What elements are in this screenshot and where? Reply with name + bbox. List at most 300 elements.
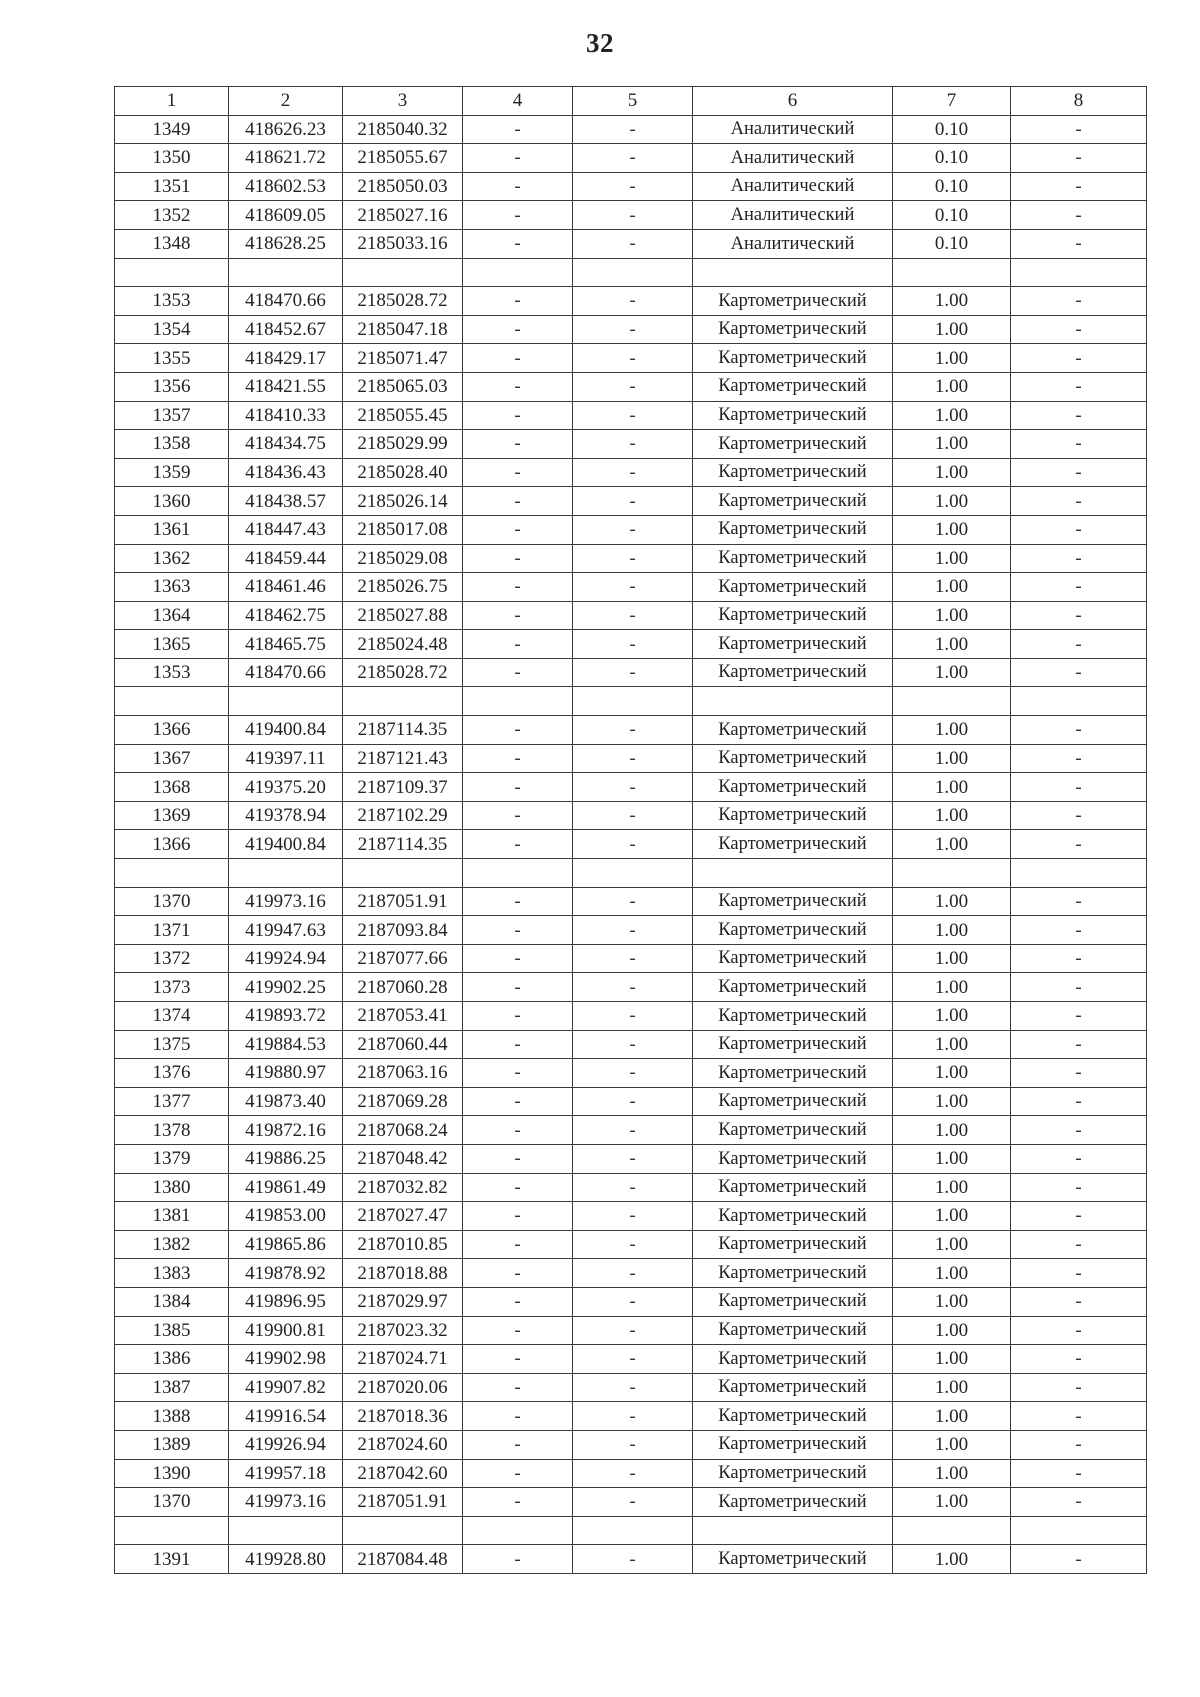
accuracy-cell: 0.10 (893, 229, 1011, 258)
table-row (115, 172, 1147, 201)
y-coordinate-cell: 2185055.45 (343, 401, 463, 430)
column-header: 3 (343, 87, 463, 116)
col4-cell: - (463, 287, 573, 316)
column-header: 2 (229, 87, 343, 116)
point-number-cell: 1363 (115, 573, 229, 602)
y-coordinate-cell: 2185028.40 (343, 458, 463, 487)
method-cell (693, 258, 893, 287)
accuracy-cell: 1.00 (893, 1059, 1011, 1088)
table-row (115, 1173, 1147, 1202)
method-cell: Картометрический (693, 287, 893, 316)
method-cell: Картометрический (693, 458, 893, 487)
col4-cell: - (463, 1488, 573, 1517)
point-number-cell: 1381 (115, 1202, 229, 1231)
y-coordinate-cell: 2187024.60 (343, 1430, 463, 1459)
point-number-cell: 1362 (115, 544, 229, 573)
col4-cell: - (463, 773, 573, 802)
point-number-cell: 1353 (115, 287, 229, 316)
method-cell: Картометрический (693, 744, 893, 773)
y-coordinate-cell: 2187069.28 (343, 1087, 463, 1116)
col8-cell: - (1011, 1002, 1147, 1031)
y-coordinate-cell: 2187051.91 (343, 1488, 463, 1517)
accuracy-cell: 1.00 (893, 1202, 1011, 1231)
x-coordinate-cell: 418410.33 (229, 401, 343, 430)
col5-cell: - (573, 487, 693, 516)
x-coordinate-cell: 419865.86 (229, 1230, 343, 1259)
col8-cell: - (1011, 630, 1147, 659)
col8-cell: - (1011, 1459, 1147, 1488)
point-number-cell: 1351 (115, 172, 229, 201)
col5-cell: - (573, 544, 693, 573)
table-row (115, 573, 1147, 602)
table-row (115, 344, 1147, 373)
table-row (115, 801, 1147, 830)
point-number-cell: 1376 (115, 1059, 229, 1088)
col8-cell: - (1011, 1173, 1147, 1202)
x-coordinate-cell: 418628.25 (229, 229, 343, 258)
col5-cell: - (573, 830, 693, 859)
y-coordinate-cell: 2185026.75 (343, 573, 463, 602)
accuracy-cell: 1.00 (893, 1287, 1011, 1316)
x-coordinate-cell: 419924.94 (229, 944, 343, 973)
col5-cell: - (573, 1173, 693, 1202)
col4-cell: - (463, 1430, 573, 1459)
col8-cell: - (1011, 144, 1147, 173)
x-coordinate-cell: 419375.20 (229, 773, 343, 802)
y-coordinate-cell: 2185050.03 (343, 172, 463, 201)
x-coordinate-cell: 418462.75 (229, 601, 343, 630)
accuracy-cell: 1.00 (893, 372, 1011, 401)
y-coordinate-cell: 2185055.67 (343, 144, 463, 173)
col5-cell: - (573, 916, 693, 945)
y-coordinate-cell: 2187032.82 (343, 1173, 463, 1202)
column-header: 6 (693, 87, 893, 116)
col5-cell: - (573, 1459, 693, 1488)
accuracy-cell: 1.00 (893, 1459, 1011, 1488)
y-coordinate-cell: 2185040.32 (343, 115, 463, 144)
point-number-cell: 1391 (115, 1545, 229, 1574)
method-cell: Картометрический (693, 487, 893, 516)
method-cell: Картометрический (693, 973, 893, 1002)
table-row (115, 601, 1147, 630)
x-coordinate-cell: 418452.67 (229, 315, 343, 344)
col8-cell: - (1011, 1488, 1147, 1517)
y-coordinate-cell: 2187053.41 (343, 1002, 463, 1031)
table-row (115, 229, 1147, 258)
accuracy-cell: 1.00 (893, 658, 1011, 687)
point-number-cell (115, 687, 229, 716)
y-coordinate-cell: 2185028.72 (343, 658, 463, 687)
y-coordinate-cell: 2187114.35 (343, 716, 463, 745)
col4-cell: - (463, 201, 573, 230)
x-coordinate-cell: 418465.75 (229, 630, 343, 659)
col8-cell: - (1011, 287, 1147, 316)
y-coordinate-cell: 2187084.48 (343, 1545, 463, 1574)
table-row (115, 1516, 1147, 1545)
y-coordinate-cell (343, 859, 463, 888)
col8-cell: - (1011, 1373, 1147, 1402)
y-coordinate-cell: 2187077.66 (343, 944, 463, 973)
point-number-cell: 1367 (115, 744, 229, 773)
col8-cell: - (1011, 744, 1147, 773)
y-coordinate-cell: 2187068.24 (343, 1116, 463, 1145)
method-cell: Картометрический (693, 1459, 893, 1488)
col8-cell: - (1011, 1230, 1147, 1259)
col5-cell: - (573, 601, 693, 630)
point-number-cell: 1374 (115, 1002, 229, 1031)
x-coordinate-cell: 419893.72 (229, 1002, 343, 1031)
x-coordinate-cell: 418429.17 (229, 344, 343, 373)
y-coordinate-cell: 2185033.16 (343, 229, 463, 258)
y-coordinate-cell: 2185029.99 (343, 430, 463, 459)
col5-cell (573, 258, 693, 287)
accuracy-cell: 1.00 (893, 573, 1011, 602)
accuracy-cell: 1.00 (893, 1173, 1011, 1202)
method-cell: Картометрический (693, 1059, 893, 1088)
col4-cell: - (463, 973, 573, 1002)
x-coordinate-cell: 418461.46 (229, 573, 343, 602)
x-coordinate-cell (229, 687, 343, 716)
col5-cell: - (573, 801, 693, 830)
x-coordinate-cell: 418421.55 (229, 372, 343, 401)
point-number-cell (115, 258, 229, 287)
col5-cell: - (573, 287, 693, 316)
y-coordinate-cell: 2187027.47 (343, 1202, 463, 1231)
col8-cell: - (1011, 1144, 1147, 1173)
point-number-cell: 1390 (115, 1459, 229, 1488)
col8-cell: - (1011, 430, 1147, 459)
table-row (115, 1545, 1147, 1574)
x-coordinate-cell: 418470.66 (229, 287, 343, 316)
method-cell (693, 1516, 893, 1545)
col4-cell: - (463, 744, 573, 773)
y-coordinate-cell: 2187018.36 (343, 1402, 463, 1431)
column-header: 7 (893, 87, 1011, 116)
point-number-cell: 1385 (115, 1316, 229, 1345)
table-row (115, 630, 1147, 659)
y-coordinate-cell: 2187023.32 (343, 1316, 463, 1345)
x-coordinate-cell: 418626.23 (229, 115, 343, 144)
point-number-cell: 1357 (115, 401, 229, 430)
table-row (115, 1373, 1147, 1402)
y-coordinate-cell: 2185024.48 (343, 630, 463, 659)
col4-cell (463, 859, 573, 888)
accuracy-cell: 1.00 (893, 1259, 1011, 1288)
col4-cell: - (463, 315, 573, 344)
accuracy-cell: 1.00 (893, 458, 1011, 487)
col4-cell: - (463, 1002, 573, 1031)
y-coordinate-cell: 2187010.85 (343, 1230, 463, 1259)
col4-cell: - (463, 573, 573, 602)
y-coordinate-cell: 2185047.18 (343, 315, 463, 344)
method-cell: Картометрический (693, 372, 893, 401)
point-number-cell: 1382 (115, 1230, 229, 1259)
table-row (115, 1459, 1147, 1488)
method-cell: Картометрический (693, 430, 893, 459)
column-header: 8 (1011, 87, 1147, 116)
col5-cell: - (573, 944, 693, 973)
accuracy-cell: 1.00 (893, 744, 1011, 773)
col5-cell: - (573, 1488, 693, 1517)
y-coordinate-cell: 2185065.03 (343, 372, 463, 401)
method-cell: Аналитический (693, 229, 893, 258)
point-number-cell: 1365 (115, 630, 229, 659)
col8-cell (1011, 258, 1147, 287)
col5-cell: - (573, 716, 693, 745)
table-row (115, 1345, 1147, 1374)
accuracy-cell: 1.00 (893, 601, 1011, 630)
x-coordinate-cell: 419902.98 (229, 1345, 343, 1374)
col4-cell: - (463, 916, 573, 945)
method-cell: Картометрический (693, 1287, 893, 1316)
col8-cell (1011, 859, 1147, 888)
y-coordinate-cell: 2187109.37 (343, 773, 463, 802)
col8-cell: - (1011, 172, 1147, 201)
col5-cell: - (573, 1230, 693, 1259)
point-number-cell: 1375 (115, 1030, 229, 1059)
method-cell: Картометрический (693, 1002, 893, 1031)
accuracy-cell: 1.00 (893, 916, 1011, 945)
col8-cell: - (1011, 401, 1147, 430)
x-coordinate-cell: 419896.95 (229, 1287, 343, 1316)
accuracy-cell (893, 1516, 1011, 1545)
col4-cell: - (463, 1230, 573, 1259)
col8-cell: - (1011, 344, 1147, 373)
table-row (115, 258, 1147, 287)
col8-cell: - (1011, 1287, 1147, 1316)
point-number-cell: 1389 (115, 1430, 229, 1459)
col4-cell: - (463, 458, 573, 487)
col5-cell: - (573, 315, 693, 344)
method-cell: Картометрический (693, 1087, 893, 1116)
method-cell: Картометрический (693, 1259, 893, 1288)
y-coordinate-cell (343, 687, 463, 716)
accuracy-cell: 1.00 (893, 1002, 1011, 1031)
accuracy-cell: 1.00 (893, 887, 1011, 916)
method-cell: Картометрический (693, 544, 893, 573)
y-coordinate-cell: 2187093.84 (343, 916, 463, 945)
col5-cell: - (573, 1287, 693, 1316)
table-row (115, 458, 1147, 487)
table-row (115, 1087, 1147, 1116)
point-number-cell: 1379 (115, 1144, 229, 1173)
y-coordinate-cell: 2187048.42 (343, 1144, 463, 1173)
accuracy-cell: 1.00 (893, 1402, 1011, 1431)
table-row (115, 1488, 1147, 1517)
col8-cell: - (1011, 315, 1147, 344)
col5-cell: - (573, 515, 693, 544)
table-row (115, 287, 1147, 316)
column-header: 1 (115, 87, 229, 116)
x-coordinate-cell: 419861.49 (229, 1173, 343, 1202)
x-coordinate-cell: 419884.53 (229, 1030, 343, 1059)
column-header: 4 (463, 87, 573, 116)
y-coordinate-cell: 2185027.16 (343, 201, 463, 230)
point-number-cell: 1372 (115, 944, 229, 973)
table-row (115, 401, 1147, 430)
table-row (115, 487, 1147, 516)
y-coordinate-cell: 2185017.08 (343, 515, 463, 544)
point-number-cell: 1366 (115, 830, 229, 859)
table-row (115, 372, 1147, 401)
point-number-cell: 1378 (115, 1116, 229, 1145)
table-row (115, 315, 1147, 344)
col4-cell: - (463, 401, 573, 430)
col5-cell: - (573, 1144, 693, 1173)
y-coordinate-cell: 2187102.29 (343, 801, 463, 830)
col5-cell: - (573, 115, 693, 144)
method-cell: Картометрический (693, 1430, 893, 1459)
col5-cell: - (573, 1259, 693, 1288)
point-number-cell: 1359 (115, 458, 229, 487)
point-number-cell: 1358 (115, 430, 229, 459)
accuracy-cell: 1.00 (893, 487, 1011, 516)
col8-cell: - (1011, 658, 1147, 687)
table-row (115, 859, 1147, 888)
accuracy-cell: 1.00 (893, 344, 1011, 373)
method-cell: Картометрический (693, 1345, 893, 1374)
accuracy-cell (893, 258, 1011, 287)
method-cell: Картометрический (693, 1545, 893, 1574)
col4-cell: - (463, 1373, 573, 1402)
page-number: 32 (586, 28, 614, 58)
col4-cell: - (463, 1144, 573, 1173)
point-number-cell: 1384 (115, 1287, 229, 1316)
method-cell: Картометрический (693, 401, 893, 430)
y-coordinate-cell (343, 258, 463, 287)
table-row (115, 887, 1147, 916)
col8-cell: - (1011, 1402, 1147, 1431)
table-row (115, 1030, 1147, 1059)
col8-cell: - (1011, 573, 1147, 602)
col4-cell: - (463, 172, 573, 201)
col5-cell: - (573, 201, 693, 230)
point-number-cell (115, 1516, 229, 1545)
accuracy-cell: 0.10 (893, 172, 1011, 201)
col5-cell (573, 1516, 693, 1545)
x-coordinate-cell: 419947.63 (229, 916, 343, 945)
method-cell: Картометрический (693, 344, 893, 373)
method-cell: Картометрический (693, 573, 893, 602)
method-cell: Картометрический (693, 1173, 893, 1202)
col5-cell: - (573, 372, 693, 401)
y-coordinate-cell: 2187051.91 (343, 887, 463, 916)
col8-cell: - (1011, 229, 1147, 258)
accuracy-cell: 1.00 (893, 1316, 1011, 1345)
accuracy-cell: 1.00 (893, 430, 1011, 459)
table-row (115, 515, 1147, 544)
method-cell: Картометрический (693, 716, 893, 745)
accuracy-cell: 1.00 (893, 1488, 1011, 1517)
col8-cell: - (1011, 1087, 1147, 1116)
point-number-cell: 1370 (115, 887, 229, 916)
x-coordinate-cell: 419907.82 (229, 1373, 343, 1402)
y-coordinate-cell: 2185027.88 (343, 601, 463, 630)
method-cell: Картометрический (693, 515, 893, 544)
table-row (115, 544, 1147, 573)
y-coordinate-cell: 2187114.35 (343, 830, 463, 859)
y-coordinate-cell: 2185026.14 (343, 487, 463, 516)
table-row (115, 144, 1147, 173)
y-coordinate-cell: 2187063.16 (343, 1059, 463, 1088)
method-cell: Картометрический (693, 1488, 893, 1517)
x-coordinate-cell: 419926.94 (229, 1430, 343, 1459)
method-cell: Картометрический (693, 1402, 893, 1431)
method-cell: Картометрический (693, 1202, 893, 1231)
point-number-cell: 1348 (115, 229, 229, 258)
col8-cell: - (1011, 1030, 1147, 1059)
col4-cell: - (463, 716, 573, 745)
method-cell: Аналитический (693, 144, 893, 173)
method-cell: Картометрический (693, 1373, 893, 1402)
col8-cell: - (1011, 458, 1147, 487)
accuracy-cell: 1.00 (893, 1430, 1011, 1459)
accuracy-cell: 1.00 (893, 973, 1011, 1002)
col5-cell: - (573, 229, 693, 258)
y-coordinate-cell: 2187018.88 (343, 1259, 463, 1288)
method-cell: Картометрический (693, 1144, 893, 1173)
accuracy-cell: 1.00 (893, 801, 1011, 830)
accuracy-cell: 1.00 (893, 544, 1011, 573)
col5-cell: - (573, 1002, 693, 1031)
col4-cell: - (463, 630, 573, 659)
col4-cell: - (463, 658, 573, 687)
x-coordinate-cell: 418470.66 (229, 658, 343, 687)
y-coordinate-cell: 2187060.44 (343, 1030, 463, 1059)
x-coordinate-cell: 419886.25 (229, 1144, 343, 1173)
accuracy-cell: 1.00 (893, 630, 1011, 659)
method-cell: Картометрический (693, 916, 893, 945)
table-row (115, 658, 1147, 687)
coordinates-table (114, 86, 1147, 1574)
col4-cell: - (463, 115, 573, 144)
point-number-cell: 1349 (115, 115, 229, 144)
col4-cell: - (463, 1345, 573, 1374)
point-number-cell: 1377 (115, 1087, 229, 1116)
x-coordinate-cell (229, 859, 343, 888)
accuracy-cell: 1.00 (893, 1345, 1011, 1374)
table-body (115, 115, 1147, 1573)
col5-cell: - (573, 1116, 693, 1145)
col5-cell: - (573, 1202, 693, 1231)
x-coordinate-cell: 419973.16 (229, 1488, 343, 1517)
col4-cell: - (463, 1202, 573, 1231)
accuracy-cell: 0.10 (893, 201, 1011, 230)
col8-cell: - (1011, 1116, 1147, 1145)
accuracy-cell: 1.00 (893, 1087, 1011, 1116)
point-number-cell: 1366 (115, 716, 229, 745)
method-cell: Картометрический (693, 944, 893, 973)
point-number-cell: 1368 (115, 773, 229, 802)
x-coordinate-cell: 418609.05 (229, 201, 343, 230)
method-cell (693, 687, 893, 716)
col4-cell (463, 1516, 573, 1545)
col8-cell: - (1011, 201, 1147, 230)
x-coordinate-cell: 419957.18 (229, 1459, 343, 1488)
col4-cell (463, 258, 573, 287)
col8-cell: - (1011, 973, 1147, 1002)
col5-cell: - (573, 1030, 693, 1059)
point-number-cell: 1371 (115, 916, 229, 945)
y-coordinate-cell: 2187024.71 (343, 1345, 463, 1374)
col5-cell: - (573, 430, 693, 459)
table-row (115, 716, 1147, 745)
accuracy-cell: 1.00 (893, 1373, 1011, 1402)
col5-cell: - (573, 172, 693, 201)
col4-cell: - (463, 1059, 573, 1088)
method-cell: Картометрический (693, 658, 893, 687)
col8-cell (1011, 1516, 1147, 1545)
